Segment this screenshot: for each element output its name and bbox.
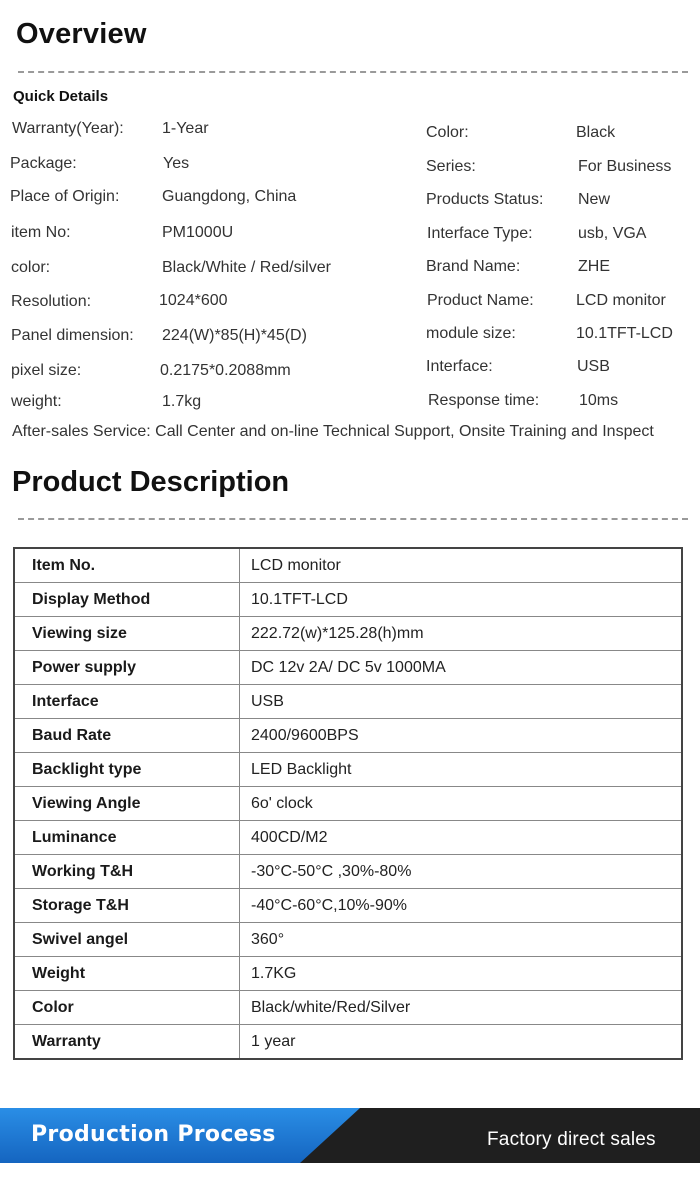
table-row [14,821,682,855]
detail-label: Place of Origin: [10,188,120,205]
detail-value: 1024*600 [159,292,228,309]
spec-key: Warranty [14,1025,240,1060]
spec-key: Swivel angel [14,923,240,957]
table-row [14,889,682,923]
detail-value: Black/White / Red/silver [162,259,331,276]
table-row [14,787,682,821]
spec-key: Power supply [14,651,240,685]
product-description-heading: Product Description [12,466,290,498]
detail-label: Response time: [428,392,540,409]
after-sales-service: After-sales Service: Call Center and on-line Technical Support, Onsite Training and Inspect [12,423,654,440]
table-row [14,855,682,889]
spec-value: 360° [240,923,683,957]
spec-value: -40°C-60°C,10%-90% [240,889,683,923]
detail-value: Black [576,124,616,141]
spec-key: Weight [14,957,240,991]
quick-details-heading: Quick Details [13,88,109,105]
spec-value: 1 year [240,1025,683,1060]
spec-key: Viewing size [14,617,240,651]
detail-label: Interface: [426,358,493,375]
detail-label: module size: [426,325,516,342]
detail-value: USB [577,358,610,375]
table-row [14,957,682,991]
table-row [14,548,682,583]
table-row [14,685,682,719]
spec-key: Viewing Angle [14,787,240,821]
spec-value: 2400/9600BPS [240,719,683,753]
spec-value: 222.72(w)*125.28(h)mm [240,617,683,651]
spec-value: LED Backlight [240,753,683,787]
table-row [14,753,682,787]
detail-label: weight: [11,393,62,410]
detail-label: Package: [10,155,77,172]
table-row [14,719,682,753]
table-row [14,991,682,1025]
spec-key: Interface [14,685,240,719]
detail-value: Guangdong, China [162,188,297,205]
product-description-divider [18,518,688,520]
table-row [14,583,682,617]
spec-value: USB [240,685,683,719]
detail-label: Product Name: [427,292,534,309]
spec-value: -30°C-50°C ,30%-80% [240,855,683,889]
detail-label: Panel dimension: [11,327,134,344]
banner-title: Production Process [31,1122,276,1147]
spec-key: Display Method [14,583,240,617]
spec-table [13,547,683,1060]
spec-key: Working T&H [14,855,240,889]
table-row [14,1025,682,1060]
table-row [14,651,682,685]
detail-value: PM1000U [162,224,234,241]
spec-key: Backlight type [14,753,240,787]
table-row [14,617,682,651]
spec-key: Item No. [14,548,240,583]
detail-label: color: [11,259,51,276]
detail-value: Yes [163,155,190,172]
detail-label: item No: [11,224,71,241]
detail-label: Resolution: [11,293,92,310]
spec-value: 400CD/M2 [240,821,683,855]
detail-value: 10.1TFT-LCD [576,325,673,342]
detail-value: 224(W)*85(H)*45(D) [162,327,307,344]
detail-label: pixel size: [11,362,82,379]
spec-value: LCD monitor [240,548,683,583]
spec-key: Storage T&H [14,889,240,923]
detail-value: 0.2175*0.2088mm [160,362,291,379]
spec-value: 1.7KG [240,957,683,991]
overview-divider [18,71,688,73]
spec-value: 6o' clock [240,787,683,821]
detail-value: LCD monitor [576,292,666,309]
detail-label: Color: [426,124,469,141]
spec-key: Color [14,991,240,1025]
detail-value: ZHE [578,258,610,275]
detail-value: 10ms [579,392,619,409]
spec-value: DC 12v 2A/ DC 5v 1000MA [240,651,683,685]
overview-heading: Overview [16,18,147,50]
detail-value: usb, VGA [578,225,647,242]
production-process-banner [0,1108,700,1163]
detail-label: Series: [426,158,476,175]
spec-value: 10.1TFT-LCD [240,583,683,617]
detail-value: 1.7kg [162,393,202,410]
table-row [14,923,682,957]
spec-value: Black/white/Red/Silver [240,991,683,1025]
spec-key: Baud Rate [14,719,240,753]
detail-value: New [578,191,611,208]
banner-subtitle: Factory direct sales [487,1129,656,1150]
detail-value: For Business [578,158,672,175]
detail-label: Warranty(Year): [12,120,124,137]
detail-label: Products Status: [426,191,544,208]
detail-value: 1-Year [162,120,209,137]
spec-key: Luminance [14,821,240,855]
detail-label: Interface Type: [427,225,533,242]
detail-label: Brand Name: [426,258,521,275]
